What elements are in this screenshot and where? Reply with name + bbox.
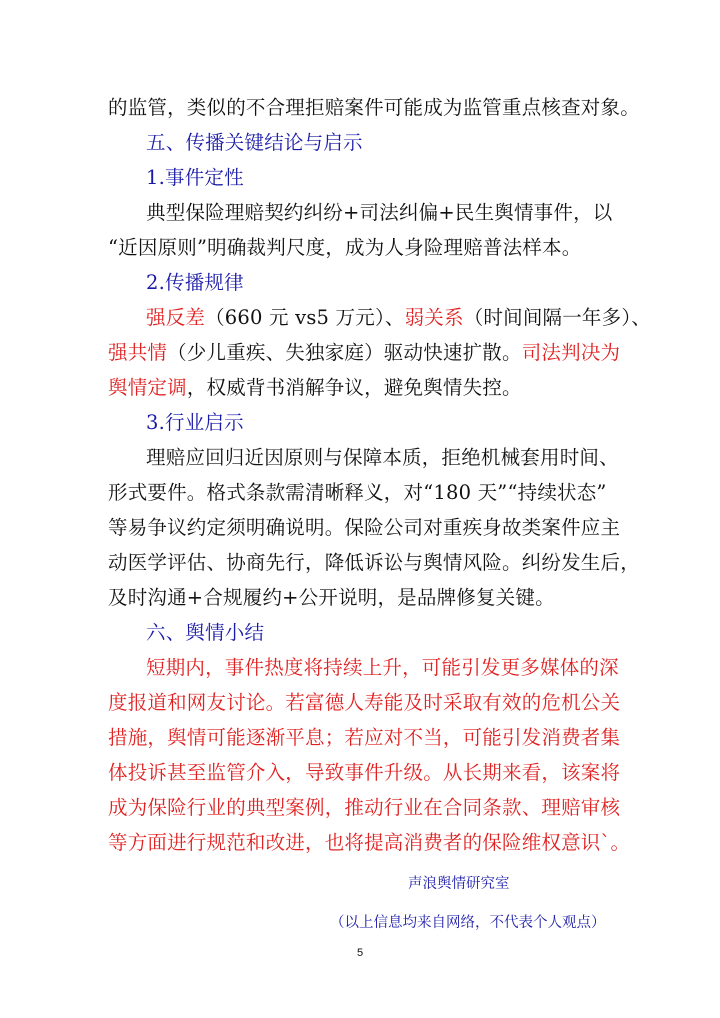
- footer-disclaimer: （以上信息均来自网络，不代表个人观点）: [330, 915, 606, 931]
- body-line-mixed: [108, 376, 628, 400]
- highlight-text: 舆情定调: [108, 376, 187, 399]
- subheading-spread-pattern: 2.传播规律: [146, 271, 244, 294]
- summary-line: 等方面进行规范和改进，也将提高消费者的保险维权意识`。: [108, 831, 631, 854]
- body-line-mixed: [108, 341, 628, 365]
- section-heading-6: 六、舆情小结: [146, 621, 265, 644]
- highlight-text: 司法判决为: [521, 341, 621, 364]
- footer-org-name: 声浪舆情研究室: [408, 876, 510, 892]
- body-line: 及时沟通+合规履约+公开说明，是品牌修复关键。: [108, 586, 555, 609]
- body-line: 理赔应回归近因原则与保障本质，拒绝机械套用时间、: [146, 446, 619, 469]
- section-heading-5: 五、传播关键结论与启示: [146, 131, 363, 154]
- body-text: （少儿重疾、失独家庭）驱动快速扩散。: [167, 341, 522, 364]
- subheading-event-nature: 1.事件定性: [146, 166, 244, 189]
- body-line: 动医学评估、协商先行，降低诉讼与舆情风险。纠纷发生后，: [108, 551, 640, 574]
- body-line: 的监管，类似的不合理拒赔案件可能成为监管重点核查对象。: [108, 96, 640, 119]
- summary-line: 成为保险行业的典型案例，推动行业在合同条款、理赔审核: [108, 796, 621, 819]
- subheading-industry-insight: 3.行业启示: [146, 411, 244, 434]
- body-line: 等易争议约定须明确说明。保险公司对重疾身故类案件应主: [108, 516, 621, 539]
- highlight-text: 强共情: [108, 341, 168, 364]
- highlight-text: 强反差: [146, 306, 206, 329]
- body-text: ，权威背书消解争议，避免舆情失控。: [186, 376, 522, 399]
- body-line: 形式要件。格式条款需清晰释义，对“180 天”“持续状态”: [108, 481, 607, 504]
- highlight-text: 弱关系: [404, 306, 464, 329]
- body-text: （660 元 vs5 万元）、: [205, 306, 405, 329]
- body-line-mixed: [146, 306, 651, 330]
- body-line: “近因原则”明确裁判尺度，成为人身险理赔普法样本。: [108, 236, 582, 259]
- page-number: 5: [356, 947, 364, 959]
- body-text: （时间间隔一年多）、: [463, 306, 651, 329]
- summary-line: 体投诉甚至监管介入，导致事件升级。从长期来看，该案将: [108, 761, 621, 784]
- body-line: 典型保险理赔契约纠纷+司法纠偏+民生舆情事件，以: [146, 201, 613, 224]
- summary-line: 度报道和网友讨论。若富德人寿能及时采取有效的危机公关: [108, 691, 621, 714]
- summary-line: 措施，舆情可能逐渐平息；若应对不当，可能引发消费者集: [108, 726, 621, 749]
- summary-line: 短期内，事件热度将持续上升，可能引发更多媒体的深: [146, 656, 619, 679]
